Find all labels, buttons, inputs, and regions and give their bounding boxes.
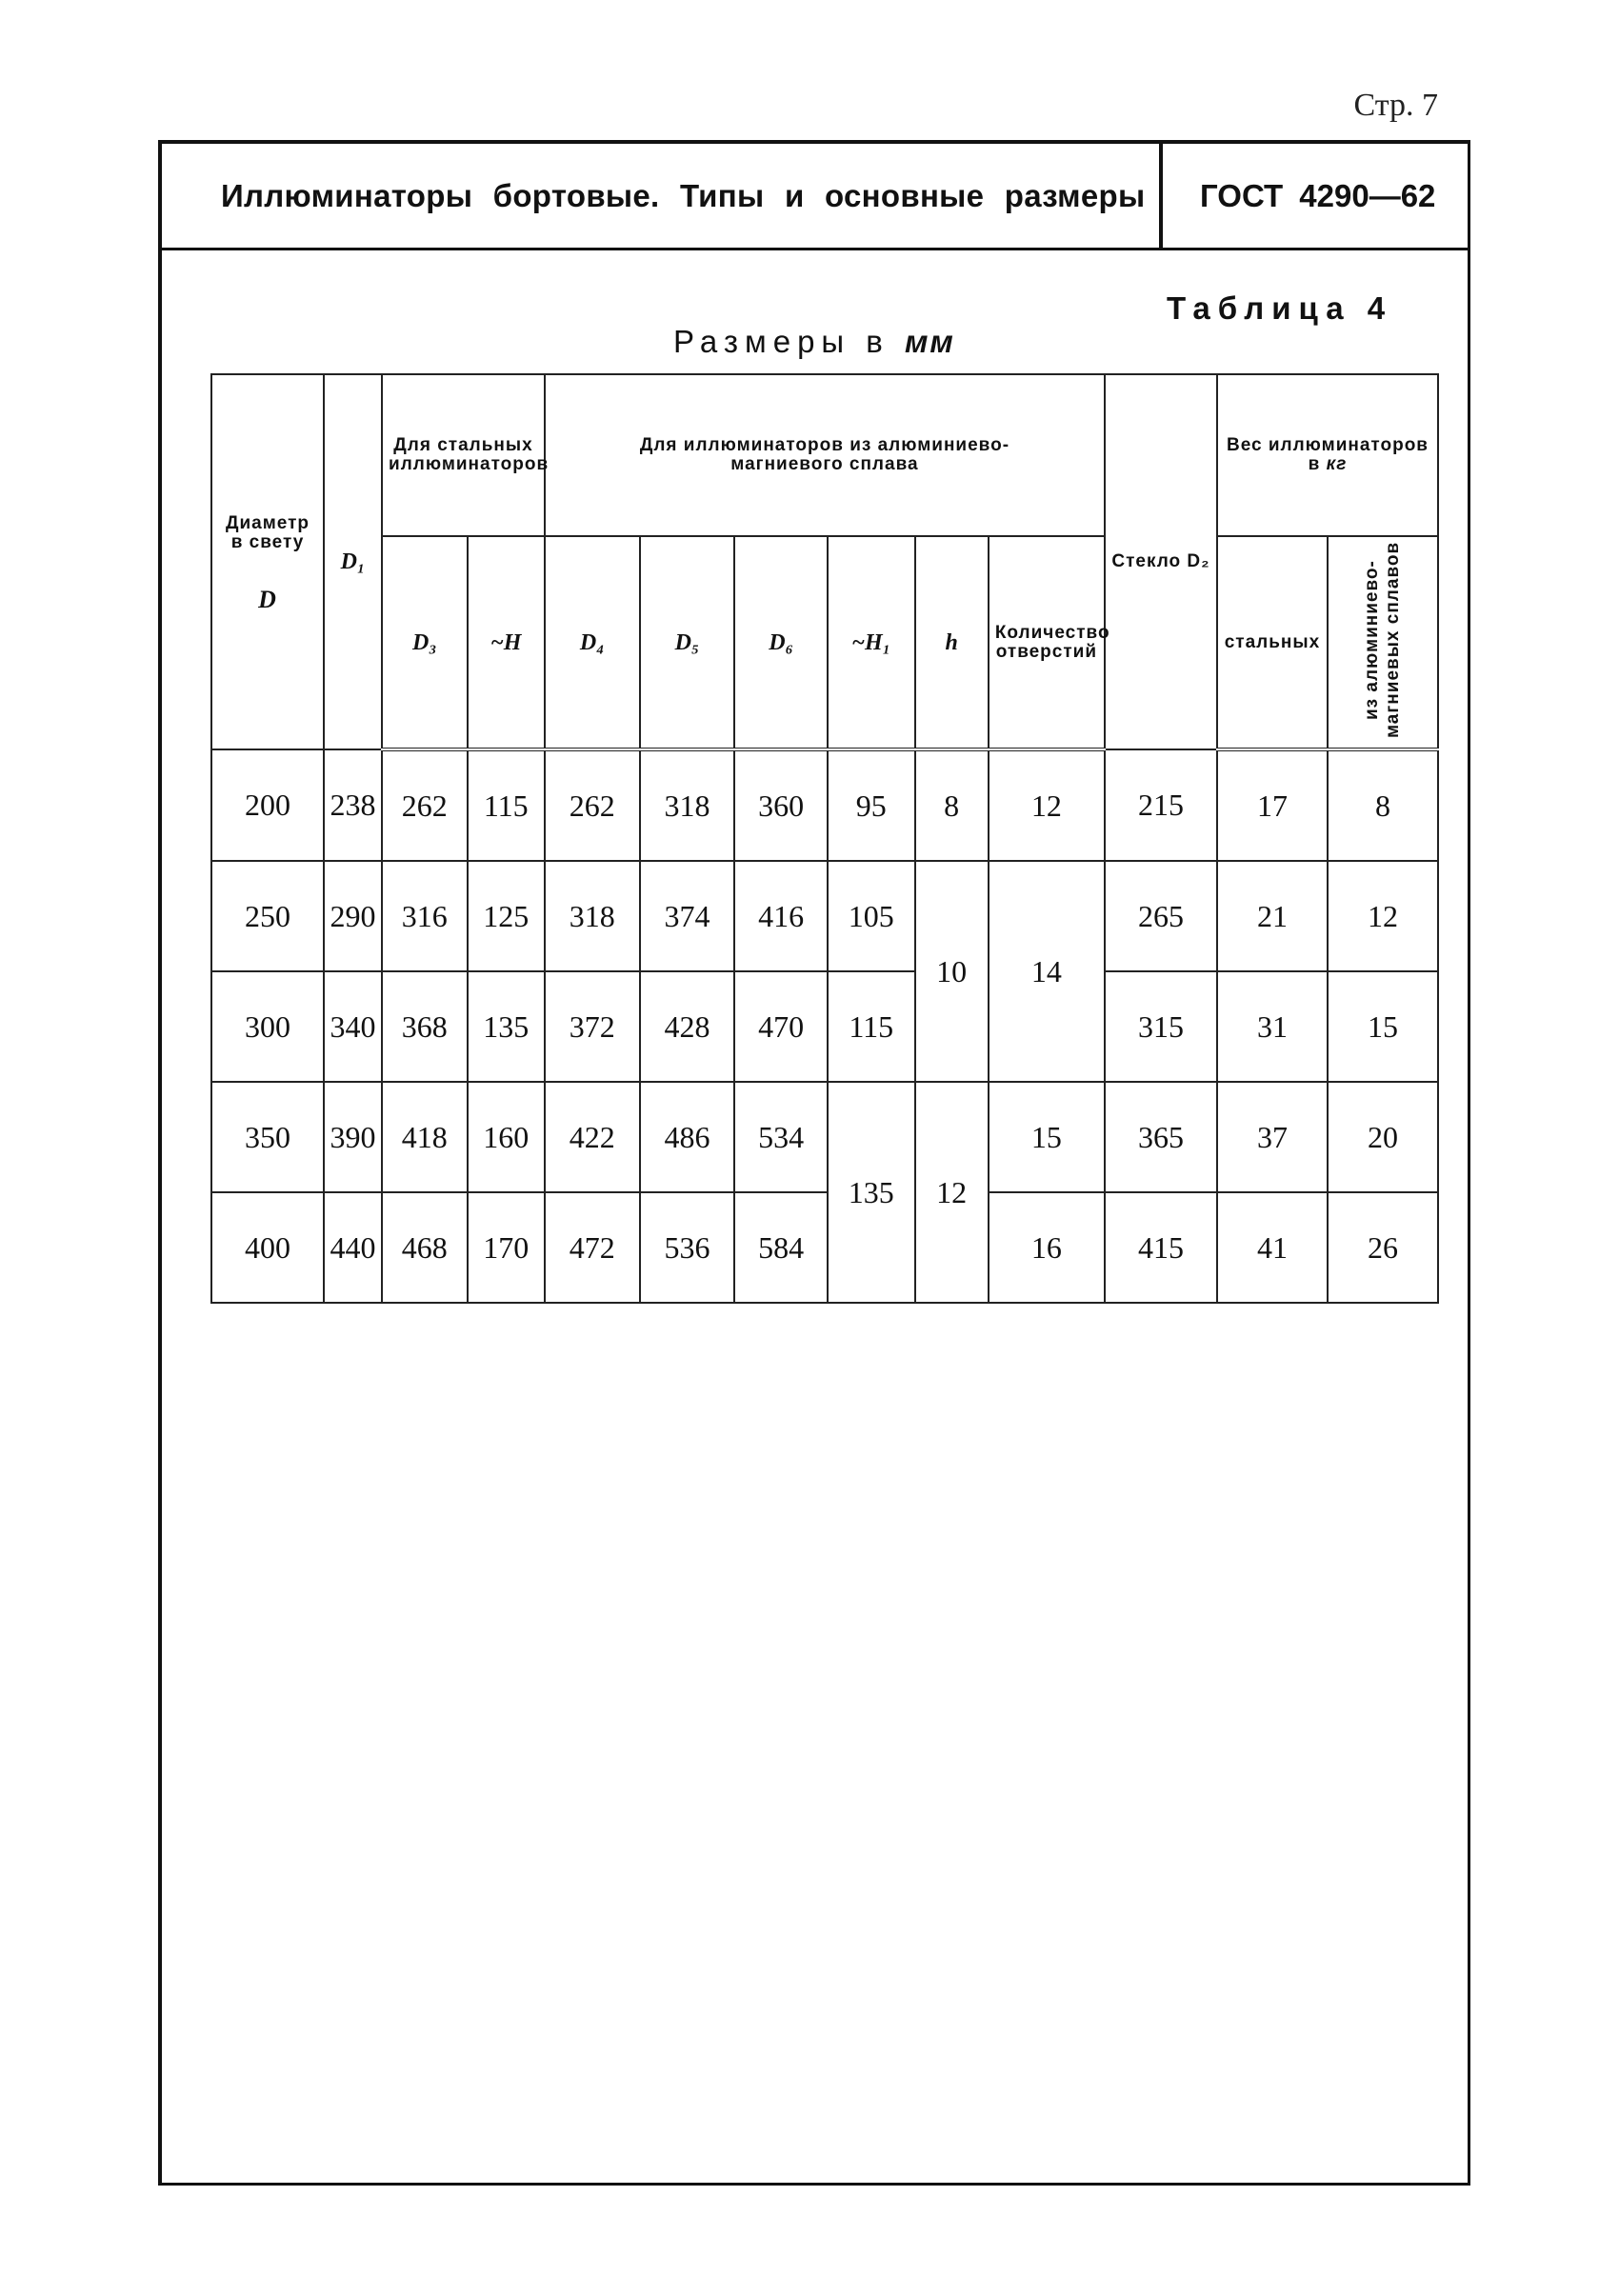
header-d6: D₆ (734, 536, 828, 749)
cell-weight-steel: 31 (1217, 971, 1328, 1082)
cell-d5: 374 (640, 861, 735, 971)
header-diameter-symbol: D (258, 586, 277, 613)
cell-weight-alum: 26 (1328, 1192, 1438, 1303)
cell-d1: 390 (324, 1082, 382, 1192)
cell-d4: 318 (545, 861, 640, 971)
document-title: Иллюминаторы бортовые. Типы и основные размеры (221, 178, 1146, 213)
cell-h: 135 (468, 971, 545, 1082)
cell-d1: 290 (324, 861, 382, 971)
header-d5: D₅ (640, 536, 735, 749)
cell-d6: 470 (734, 971, 828, 1082)
header-weight-label: Вес иллюминаторов в (1226, 435, 1429, 474)
cell-d5: 428 (640, 971, 735, 1082)
header-weight-steel: стальных (1217, 536, 1328, 749)
header-weight-unit: кг (1326, 454, 1348, 474)
cell-h1: 115 (828, 971, 915, 1082)
cell-glass: 215 (1105, 749, 1217, 861)
cell-d3: 418 (382, 1082, 468, 1192)
table-row (211, 861, 1438, 971)
cell-h: 170 (468, 1192, 545, 1303)
header-d3: D₃ (382, 536, 468, 749)
cell-d1: 238 (324, 749, 382, 861)
cell-h1: 95 (828, 749, 915, 861)
cell-holes: 15 (989, 1082, 1105, 1192)
cell-d3: 368 (382, 971, 468, 1082)
cell-d: 300 (211, 971, 324, 1082)
cell-glass: 365 (1105, 1082, 1217, 1192)
page-number: Стр. 7 (1353, 88, 1438, 123)
table-row (211, 1082, 1438, 1192)
cell-weight-alum: 8 (1328, 749, 1438, 861)
cell-d4: 422 (545, 1082, 640, 1192)
cell-weight-alum: 20 (1328, 1082, 1438, 1192)
header-glass: Стекло D₂ (1105, 374, 1217, 749)
cell-d3: 468 (382, 1192, 468, 1303)
header-holes: Количество отверстий (989, 536, 1105, 749)
header-diameter (211, 374, 324, 749)
header-diameter-label: Диаметр в свету (225, 513, 310, 552)
header-box (162, 144, 1468, 250)
cell-hh: 12 (915, 1082, 989, 1303)
header-hh: h (915, 536, 989, 749)
cell-holes: 12 (989, 749, 1105, 861)
cell-glass: 315 (1105, 971, 1217, 1082)
cell-weight-alum: 12 (1328, 861, 1438, 971)
cell-h: 125 (468, 861, 545, 971)
cell-glass: 265 (1105, 861, 1217, 971)
cell-h1: 135 (828, 1082, 915, 1303)
header-weight-alum-label: из алюминиево-магниевых сплавов (1361, 541, 1403, 739)
cell-d5: 536 (640, 1192, 735, 1303)
cell-d: 250 (211, 861, 324, 971)
cell-d: 200 (211, 749, 324, 861)
cell-d1: 340 (324, 971, 382, 1082)
cell-h: 115 (468, 749, 545, 861)
cell-d5: 486 (640, 1082, 735, 1192)
units-value: мм (905, 324, 955, 359)
cell-d6: 534 (734, 1082, 828, 1192)
cell-hh: 8 (915, 749, 989, 861)
cell-d4: 262 (545, 749, 640, 861)
cell-weight-steel: 17 (1217, 749, 1328, 861)
header-h: ~H (468, 536, 545, 749)
header-steel-group: Для стальных иллюминаторов (382, 374, 545, 536)
cell-weight-steel: 37 (1217, 1082, 1328, 1192)
cell-d3: 262 (382, 749, 468, 861)
cell-holes: 16 (989, 1192, 1105, 1303)
header-alum-group: Для иллюминаторов из алюминиево-магниевого сплава (545, 374, 1105, 536)
dimensions-table (210, 373, 1439, 1304)
cell-glass: 415 (1105, 1192, 1217, 1303)
table-row (211, 971, 1438, 1082)
gost-number: ГОСТ 4290—62 (1200, 178, 1436, 213)
cell-d6: 584 (734, 1192, 828, 1303)
cell-weight-steel: 21 (1217, 861, 1328, 971)
cell-h: 160 (468, 1082, 545, 1192)
header-d4: D₄ (545, 536, 640, 749)
cell-d3: 316 (382, 861, 468, 971)
cell-weight-alum: 15 (1328, 971, 1438, 1082)
header-separator (1159, 144, 1163, 250)
table-caption: Таблица 4 (1167, 290, 1393, 326)
table-units (673, 324, 955, 360)
cell-hh: 10 (915, 861, 989, 1082)
units-prefix: Размеры в (673, 324, 889, 359)
cell-d6: 416 (734, 861, 828, 971)
cell-h1: 105 (828, 861, 915, 971)
header-h1: ~H₁ (828, 536, 915, 749)
header-weight-group (1217, 374, 1438, 536)
cell-d6: 360 (734, 749, 828, 861)
cell-d: 400 (211, 1192, 324, 1303)
cell-d: 350 (211, 1082, 324, 1192)
cell-holes: 14 (989, 861, 1105, 1082)
cell-d4: 372 (545, 971, 640, 1082)
cell-d4: 472 (545, 1192, 640, 1303)
cell-d5: 318 (640, 749, 735, 861)
table-row (211, 1192, 1438, 1303)
header-weight-alum (1328, 536, 1438, 749)
cell-d1: 440 (324, 1192, 382, 1303)
cell-weight-steel: 41 (1217, 1192, 1328, 1303)
header-d1: D₁ (324, 374, 382, 749)
table-row (211, 749, 1438, 861)
